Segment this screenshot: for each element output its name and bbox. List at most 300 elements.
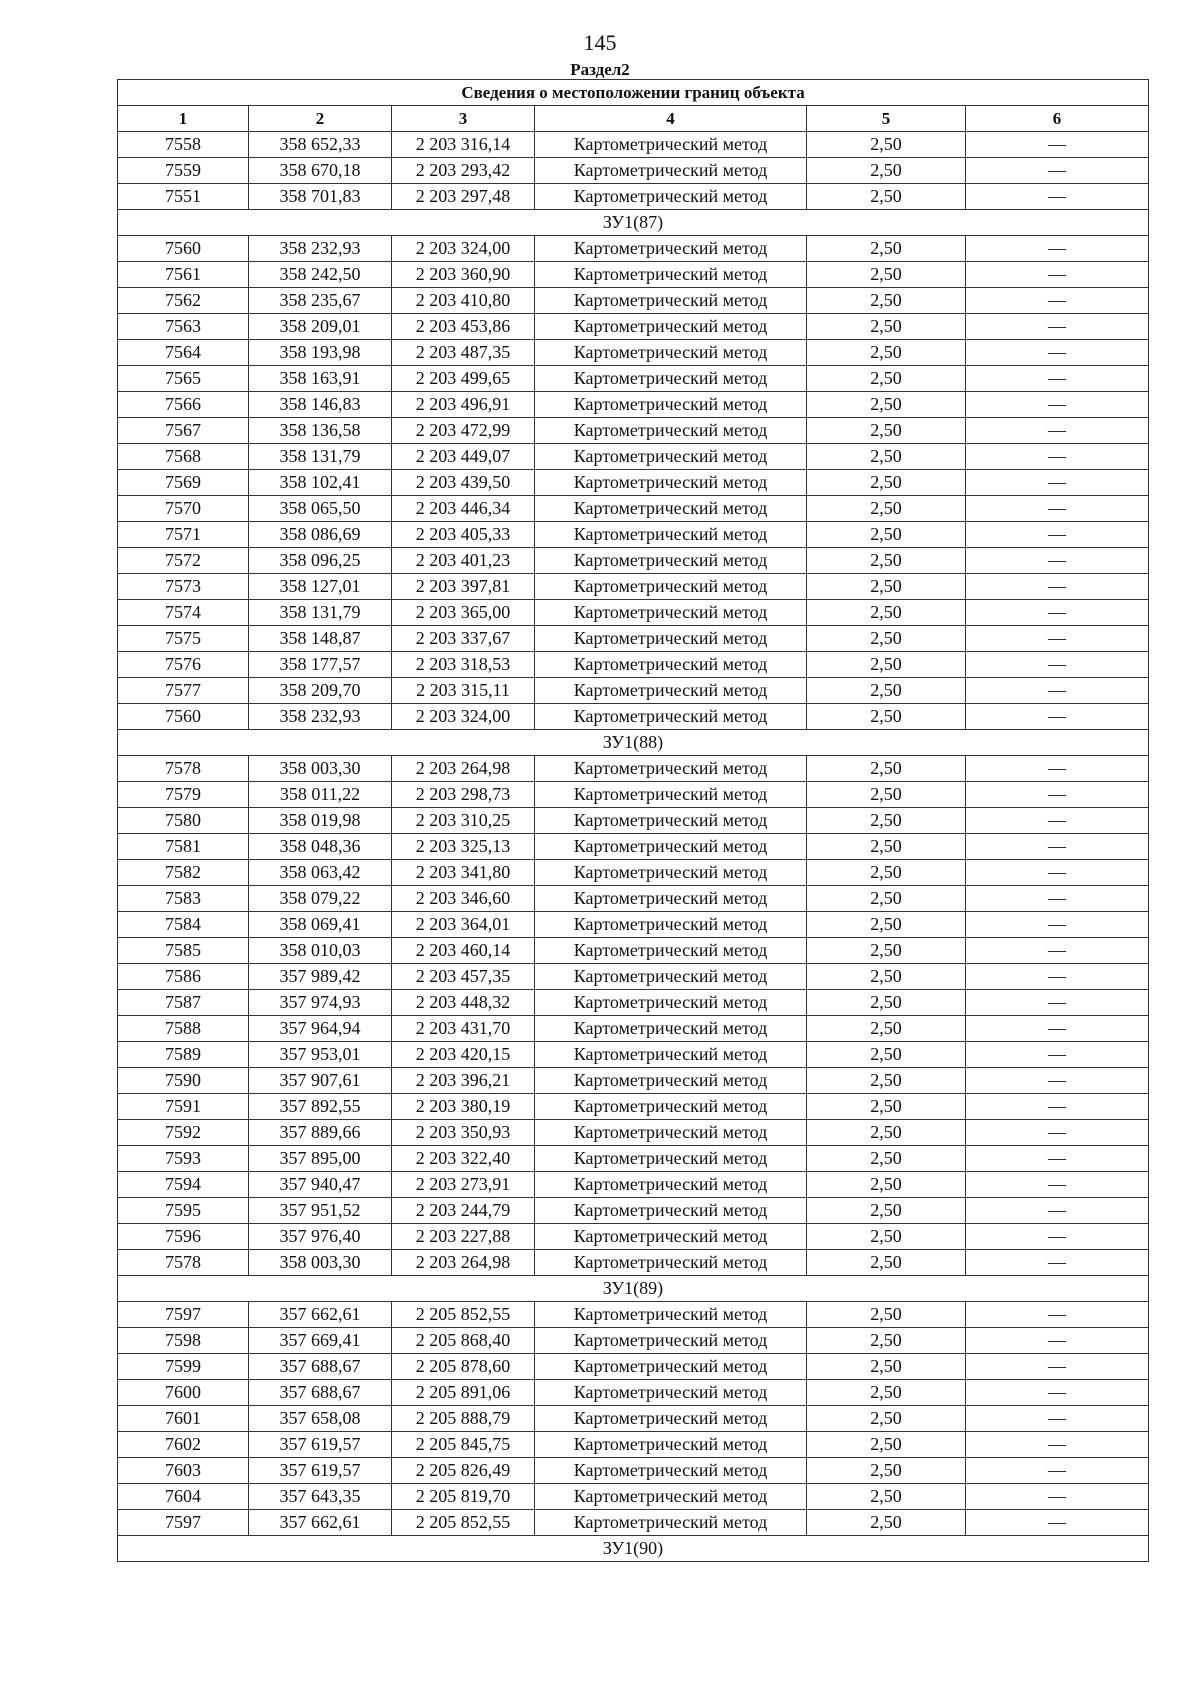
- table-row: [118, 782, 1149, 808]
- x-coordinate-cell: 357 964,94: [249, 1016, 392, 1042]
- accuracy-cell: 2,50: [807, 782, 966, 808]
- method-cell: Картометрический метод: [535, 938, 807, 964]
- accuracy-cell: 2,50: [807, 912, 966, 938]
- x-coordinate-cell: 357 989,42: [249, 964, 392, 990]
- x-coordinate-cell: 357 907,61: [249, 1068, 392, 1094]
- note-cell: —: [966, 1432, 1149, 1458]
- accuracy-cell: 2,50: [807, 1328, 966, 1354]
- y-coordinate-cell: 2 203 322,40: [392, 1146, 535, 1172]
- point-number-cell: 7578: [118, 756, 249, 782]
- table-row: [118, 470, 1149, 496]
- y-coordinate-cell: 2 203 472,99: [392, 418, 535, 444]
- table-row: [118, 548, 1149, 574]
- point-number-cell: 7583: [118, 886, 249, 912]
- method-cell: Картометрический метод: [535, 782, 807, 808]
- method-cell: Картометрический метод: [535, 964, 807, 990]
- note-cell: —: [966, 652, 1149, 678]
- method-cell: Картометрический метод: [535, 522, 807, 548]
- note-cell: —: [966, 1042, 1149, 1068]
- point-number-cell: 7586: [118, 964, 249, 990]
- note-cell: —: [966, 1302, 1149, 1328]
- table-row: [118, 600, 1149, 626]
- table-row: [118, 158, 1149, 184]
- table-row: [118, 236, 1149, 262]
- point-number-cell: 7604: [118, 1484, 249, 1510]
- column-number: 6: [966, 106, 1149, 132]
- y-coordinate-cell: 2 205 845,75: [392, 1432, 535, 1458]
- accuracy-cell: 2,50: [807, 470, 966, 496]
- table-row: [118, 1172, 1149, 1198]
- y-coordinate-cell: 2 205 891,06: [392, 1380, 535, 1406]
- method-cell: Картометрический метод: [535, 1328, 807, 1354]
- point-number-cell: 7580: [118, 808, 249, 834]
- y-coordinate-cell: 2 203 316,14: [392, 132, 535, 158]
- table-row: [118, 678, 1149, 704]
- point-number-cell: 7603: [118, 1458, 249, 1484]
- note-cell: —: [966, 1328, 1149, 1354]
- method-cell: Картометрический метод: [535, 808, 807, 834]
- accuracy-cell: 2,50: [807, 1380, 966, 1406]
- method-cell: Картометрический метод: [535, 990, 807, 1016]
- point-number-cell: 7587: [118, 990, 249, 1016]
- accuracy-cell: 2,50: [807, 1198, 966, 1224]
- x-coordinate-cell: 358 131,79: [249, 444, 392, 470]
- note-cell: —: [966, 756, 1149, 782]
- point-number-cell: 7564: [118, 340, 249, 366]
- point-number-cell: 7589: [118, 1042, 249, 1068]
- note-cell: —: [966, 262, 1149, 288]
- y-coordinate-cell: 2 203 449,07: [392, 444, 535, 470]
- method-cell: Картометрический метод: [535, 470, 807, 496]
- table-row: [118, 340, 1149, 366]
- point-number-cell: 7560: [118, 704, 249, 730]
- point-number-cell: 7574: [118, 600, 249, 626]
- method-cell: Картометрический метод: [535, 236, 807, 262]
- y-coordinate-cell: 2 205 826,49: [392, 1458, 535, 1484]
- point-number-cell: 7571: [118, 522, 249, 548]
- table-row: [118, 1302, 1149, 1328]
- x-coordinate-cell: 358 232,93: [249, 704, 392, 730]
- point-number-cell: 7566: [118, 392, 249, 418]
- y-coordinate-cell: 2 203 264,98: [392, 756, 535, 782]
- note-cell: —: [966, 834, 1149, 860]
- point-number-cell: 7601: [118, 1406, 249, 1432]
- table-row: [118, 496, 1149, 522]
- x-coordinate-cell: 358 148,87: [249, 626, 392, 652]
- x-coordinate-cell: 357 688,67: [249, 1380, 392, 1406]
- point-number-cell: 7578: [118, 1250, 249, 1276]
- x-coordinate-cell: 357 619,57: [249, 1458, 392, 1484]
- note-cell: —: [966, 184, 1149, 210]
- note-cell: —: [966, 704, 1149, 730]
- parcel-group-label: ЗУ1(89): [118, 1276, 1149, 1302]
- table-row: [118, 1484, 1149, 1510]
- note-cell: —: [966, 600, 1149, 626]
- accuracy-cell: 2,50: [807, 522, 966, 548]
- x-coordinate-cell: 358 136,58: [249, 418, 392, 444]
- y-coordinate-cell: 2 203 227,88: [392, 1224, 535, 1250]
- table-row: [118, 1146, 1149, 1172]
- accuracy-cell: 2,50: [807, 392, 966, 418]
- table-row: [118, 522, 1149, 548]
- x-coordinate-cell: 357 889,66: [249, 1120, 392, 1146]
- point-number-cell: 7592: [118, 1120, 249, 1146]
- point-number-cell: 7597: [118, 1302, 249, 1328]
- x-coordinate-cell: 357 658,08: [249, 1406, 392, 1432]
- group-header-row: [118, 1536, 1149, 1562]
- y-coordinate-cell: 2 203 337,67: [392, 626, 535, 652]
- y-coordinate-cell: 2 203 496,91: [392, 392, 535, 418]
- x-coordinate-cell: 358 242,50: [249, 262, 392, 288]
- point-number-cell: 7596: [118, 1224, 249, 1250]
- accuracy-cell: 2,50: [807, 548, 966, 574]
- point-number-cell: 7582: [118, 860, 249, 886]
- note-cell: —: [966, 236, 1149, 262]
- x-coordinate-cell: 357 619,57: [249, 1432, 392, 1458]
- method-cell: Картометрический метод: [535, 1146, 807, 1172]
- table-row: [118, 834, 1149, 860]
- accuracy-cell: 2,50: [807, 1302, 966, 1328]
- x-coordinate-cell: 358 086,69: [249, 522, 392, 548]
- note-cell: —: [966, 808, 1149, 834]
- note-cell: —: [966, 990, 1149, 1016]
- x-coordinate-cell: 358 069,41: [249, 912, 392, 938]
- method-cell: Картометрический метод: [535, 704, 807, 730]
- point-number-cell: 7594: [118, 1172, 249, 1198]
- point-number-cell: 7560: [118, 236, 249, 262]
- column-number-row: [118, 106, 1149, 132]
- point-number-cell: 7577: [118, 678, 249, 704]
- boundary-coordinates-table: [117, 79, 1149, 1562]
- table-row: [118, 1380, 1149, 1406]
- page-number: 145: [583, 30, 617, 55]
- point-number-cell: 7559: [118, 158, 249, 184]
- table-row: [118, 1510, 1149, 1536]
- note-cell: —: [966, 522, 1149, 548]
- y-coordinate-cell: 2 205 868,40: [392, 1328, 535, 1354]
- method-cell: Картометрический метод: [535, 678, 807, 704]
- note-cell: —: [966, 782, 1149, 808]
- accuracy-cell: 2,50: [807, 184, 966, 210]
- point-number-cell: 7584: [118, 912, 249, 938]
- method-cell: Картометрический метод: [535, 1484, 807, 1510]
- accuracy-cell: 2,50: [807, 1484, 966, 1510]
- method-cell: Картометрический метод: [535, 548, 807, 574]
- accuracy-cell: 2,50: [807, 1224, 966, 1250]
- x-coordinate-cell: 358 065,50: [249, 496, 392, 522]
- method-cell: Картометрический метод: [535, 444, 807, 470]
- note-cell: —: [966, 938, 1149, 964]
- x-coordinate-cell: 357 953,01: [249, 1042, 392, 1068]
- method-cell: Картометрический метод: [535, 652, 807, 678]
- table-caption-row: [118, 80, 1149, 106]
- accuracy-cell: 2,50: [807, 236, 966, 262]
- note-cell: —: [966, 288, 1149, 314]
- accuracy-cell: 2,50: [807, 652, 966, 678]
- note-cell: —: [966, 470, 1149, 496]
- section-title: Раздел2: [570, 60, 630, 79]
- table-row: [118, 132, 1149, 158]
- method-cell: Картометрический метод: [535, 1458, 807, 1484]
- accuracy-cell: 2,50: [807, 938, 966, 964]
- note-cell: —: [966, 1224, 1149, 1250]
- table-row: [118, 964, 1149, 990]
- accuracy-cell: 2,50: [807, 1146, 966, 1172]
- y-coordinate-cell: 2 205 878,60: [392, 1354, 535, 1380]
- accuracy-cell: 2,50: [807, 1068, 966, 1094]
- accuracy-cell: 2,50: [807, 1354, 966, 1380]
- accuracy-cell: 2,50: [807, 158, 966, 184]
- y-coordinate-cell: 2 203 487,35: [392, 340, 535, 366]
- note-cell: —: [966, 1094, 1149, 1120]
- accuracy-cell: 2,50: [807, 1120, 966, 1146]
- y-coordinate-cell: 2 203 360,90: [392, 262, 535, 288]
- table-row: [118, 574, 1149, 600]
- table-row: [118, 1406, 1149, 1432]
- note-cell: —: [966, 132, 1149, 158]
- method-cell: Картометрический метод: [535, 132, 807, 158]
- note-cell: —: [966, 366, 1149, 392]
- point-number-cell: 7568: [118, 444, 249, 470]
- note-cell: —: [966, 626, 1149, 652]
- accuracy-cell: 2,50: [807, 1042, 966, 1068]
- accuracy-cell: 2,50: [807, 366, 966, 392]
- column-number: 5: [807, 106, 966, 132]
- accuracy-cell: 2,50: [807, 704, 966, 730]
- method-cell: Картометрический метод: [535, 574, 807, 600]
- x-coordinate-cell: 358 193,98: [249, 340, 392, 366]
- method-cell: Картометрический метод: [535, 418, 807, 444]
- x-coordinate-cell: 357 976,40: [249, 1224, 392, 1250]
- table-row: [118, 418, 1149, 444]
- y-coordinate-cell: 2 205 852,55: [392, 1302, 535, 1328]
- y-coordinate-cell: 2 203 297,48: [392, 184, 535, 210]
- method-cell: Картометрический метод: [535, 756, 807, 782]
- accuracy-cell: 2,50: [807, 288, 966, 314]
- y-coordinate-cell: 2 203 380,19: [392, 1094, 535, 1120]
- method-cell: Картометрический метод: [535, 1198, 807, 1224]
- x-coordinate-cell: 357 643,35: [249, 1484, 392, 1510]
- table-row: [118, 1224, 1149, 1250]
- accuracy-cell: 2,50: [807, 444, 966, 470]
- table-row: [118, 444, 1149, 470]
- table-row: [118, 1354, 1149, 1380]
- note-cell: —: [966, 1172, 1149, 1198]
- y-coordinate-cell: 2 205 888,79: [392, 1406, 535, 1432]
- note-cell: —: [966, 314, 1149, 340]
- x-coordinate-cell: 357 892,55: [249, 1094, 392, 1120]
- y-coordinate-cell: 2 203 293,42: [392, 158, 535, 184]
- x-coordinate-cell: 358 079,22: [249, 886, 392, 912]
- table-row: [118, 288, 1149, 314]
- method-cell: Картометрический метод: [535, 886, 807, 912]
- method-cell: Картометрический метод: [535, 366, 807, 392]
- point-number-cell: 7565: [118, 366, 249, 392]
- accuracy-cell: 2,50: [807, 132, 966, 158]
- accuracy-cell: 2,50: [807, 886, 966, 912]
- point-number-cell: 7562: [118, 288, 249, 314]
- method-cell: Картометрический метод: [535, 626, 807, 652]
- method-cell: Картометрический метод: [535, 1380, 807, 1406]
- note-cell: —: [966, 340, 1149, 366]
- accuracy-cell: 2,50: [807, 1510, 966, 1536]
- method-cell: Картометрический метод: [535, 1172, 807, 1198]
- table-row: [118, 652, 1149, 678]
- y-coordinate-cell: 2 203 315,11: [392, 678, 535, 704]
- point-number-cell: 7590: [118, 1068, 249, 1094]
- point-number-cell: 7597: [118, 1510, 249, 1536]
- method-cell: Картометрический метод: [535, 1224, 807, 1250]
- accuracy-cell: 2,50: [807, 860, 966, 886]
- y-coordinate-cell: 2 203 298,73: [392, 782, 535, 808]
- y-coordinate-cell: 2 203 273,91: [392, 1172, 535, 1198]
- table-row: [118, 1042, 1149, 1068]
- note-cell: —: [966, 418, 1149, 444]
- x-coordinate-cell: 358 670,18: [249, 158, 392, 184]
- method-cell: Картометрический метод: [535, 1510, 807, 1536]
- column-number: 2: [249, 106, 392, 132]
- method-cell: Картометрический метод: [535, 1094, 807, 1120]
- point-number-cell: 7600: [118, 1380, 249, 1406]
- x-coordinate-cell: 357 669,41: [249, 1328, 392, 1354]
- table-row: [118, 626, 1149, 652]
- method-cell: Картометрический метод: [535, 340, 807, 366]
- group-header-row: [118, 210, 1149, 236]
- y-coordinate-cell: 2 203 448,32: [392, 990, 535, 1016]
- point-number-cell: 7558: [118, 132, 249, 158]
- note-cell: —: [966, 444, 1149, 470]
- point-number-cell: 7570: [118, 496, 249, 522]
- x-coordinate-cell: 358 131,79: [249, 600, 392, 626]
- parcel-group-label: ЗУ1(90): [118, 1536, 1149, 1562]
- point-number-cell: 7575: [118, 626, 249, 652]
- y-coordinate-cell: 2 203 420,15: [392, 1042, 535, 1068]
- method-cell: Картометрический метод: [535, 1250, 807, 1276]
- y-coordinate-cell: 2 203 310,25: [392, 808, 535, 834]
- y-coordinate-cell: 2 203 346,60: [392, 886, 535, 912]
- table-row: [118, 1120, 1149, 1146]
- y-coordinate-cell: 2 203 341,80: [392, 860, 535, 886]
- table-row: [118, 1094, 1149, 1120]
- x-coordinate-cell: 358 163,91: [249, 366, 392, 392]
- x-coordinate-cell: 358 003,30: [249, 1250, 392, 1276]
- accuracy-cell: 2,50: [807, 574, 966, 600]
- point-number-cell: 7573: [118, 574, 249, 600]
- x-coordinate-cell: 358 048,36: [249, 834, 392, 860]
- accuracy-cell: 2,50: [807, 600, 966, 626]
- x-coordinate-cell: 358 235,67: [249, 288, 392, 314]
- method-cell: Картометрический метод: [535, 262, 807, 288]
- point-number-cell: 7599: [118, 1354, 249, 1380]
- column-number: 1: [118, 106, 249, 132]
- x-coordinate-cell: 358 209,70: [249, 678, 392, 704]
- method-cell: Картометрический метод: [535, 392, 807, 418]
- table-row: [118, 184, 1149, 210]
- note-cell: —: [966, 1120, 1149, 1146]
- note-cell: —: [966, 1146, 1149, 1172]
- y-coordinate-cell: 2 203 264,98: [392, 1250, 535, 1276]
- point-number-cell: 7595: [118, 1198, 249, 1224]
- y-coordinate-cell: 2 203 457,35: [392, 964, 535, 990]
- x-coordinate-cell: 358 102,41: [249, 470, 392, 496]
- point-number-cell: 7593: [118, 1146, 249, 1172]
- accuracy-cell: 2,50: [807, 964, 966, 990]
- point-number-cell: 7567: [118, 418, 249, 444]
- note-cell: —: [966, 1510, 1149, 1536]
- note-cell: —: [966, 1198, 1149, 1224]
- accuracy-cell: 2,50: [807, 678, 966, 704]
- point-number-cell: 7576: [118, 652, 249, 678]
- accuracy-cell: 2,50: [807, 496, 966, 522]
- group-header-row: [118, 1276, 1149, 1302]
- x-coordinate-cell: 358 652,33: [249, 132, 392, 158]
- method-cell: Картометрический метод: [535, 860, 807, 886]
- point-number-cell: 7561: [118, 262, 249, 288]
- table-row: [118, 1068, 1149, 1094]
- note-cell: —: [966, 574, 1149, 600]
- note-cell: —: [966, 1458, 1149, 1484]
- y-coordinate-cell: 2 203 453,86: [392, 314, 535, 340]
- method-cell: Картометрический метод: [535, 1354, 807, 1380]
- accuracy-cell: 2,50: [807, 1250, 966, 1276]
- y-coordinate-cell: 2 203 431,70: [392, 1016, 535, 1042]
- method-cell: Картометрический метод: [535, 1302, 807, 1328]
- point-number-cell: 7585: [118, 938, 249, 964]
- y-coordinate-cell: 2 203 446,34: [392, 496, 535, 522]
- note-cell: —: [966, 964, 1149, 990]
- method-cell: Картометрический метод: [535, 1016, 807, 1042]
- accuracy-cell: 2,50: [807, 626, 966, 652]
- point-number-cell: 7602: [118, 1432, 249, 1458]
- table-row: [118, 366, 1149, 392]
- note-cell: —: [966, 548, 1149, 574]
- y-coordinate-cell: 2 203 324,00: [392, 236, 535, 262]
- point-number-cell: 7581: [118, 834, 249, 860]
- table-row: [118, 314, 1149, 340]
- x-coordinate-cell: 358 127,01: [249, 574, 392, 600]
- accuracy-cell: 2,50: [807, 834, 966, 860]
- point-number-cell: 7579: [118, 782, 249, 808]
- note-cell: —: [966, 678, 1149, 704]
- table-row: [118, 1328, 1149, 1354]
- method-cell: Картометрический метод: [535, 600, 807, 626]
- note-cell: —: [966, 1250, 1149, 1276]
- x-coordinate-cell: 357 688,67: [249, 1354, 392, 1380]
- accuracy-cell: 2,50: [807, 808, 966, 834]
- method-cell: Картометрический метод: [535, 496, 807, 522]
- table-row: [118, 912, 1149, 938]
- table-caption: Сведения о местоположении границ объекта: [118, 80, 1149, 106]
- method-cell: Картометрический метод: [535, 834, 807, 860]
- accuracy-cell: 2,50: [807, 314, 966, 340]
- point-number-cell: 7591: [118, 1094, 249, 1120]
- x-coordinate-cell: 358 010,03: [249, 938, 392, 964]
- note-cell: —: [966, 886, 1149, 912]
- column-number: 3: [392, 106, 535, 132]
- y-coordinate-cell: 2 203 397,81: [392, 574, 535, 600]
- accuracy-cell: 2,50: [807, 1016, 966, 1042]
- y-coordinate-cell: 2 203 325,13: [392, 834, 535, 860]
- y-coordinate-cell: 2 203 350,93: [392, 1120, 535, 1146]
- table-row: [118, 938, 1149, 964]
- x-coordinate-cell: 358 232,93: [249, 236, 392, 262]
- table-row: [118, 262, 1149, 288]
- note-cell: —: [966, 158, 1149, 184]
- method-cell: Картометрический метод: [535, 288, 807, 314]
- table-row: [118, 392, 1149, 418]
- note-cell: —: [966, 912, 1149, 938]
- x-coordinate-cell: 358 146,83: [249, 392, 392, 418]
